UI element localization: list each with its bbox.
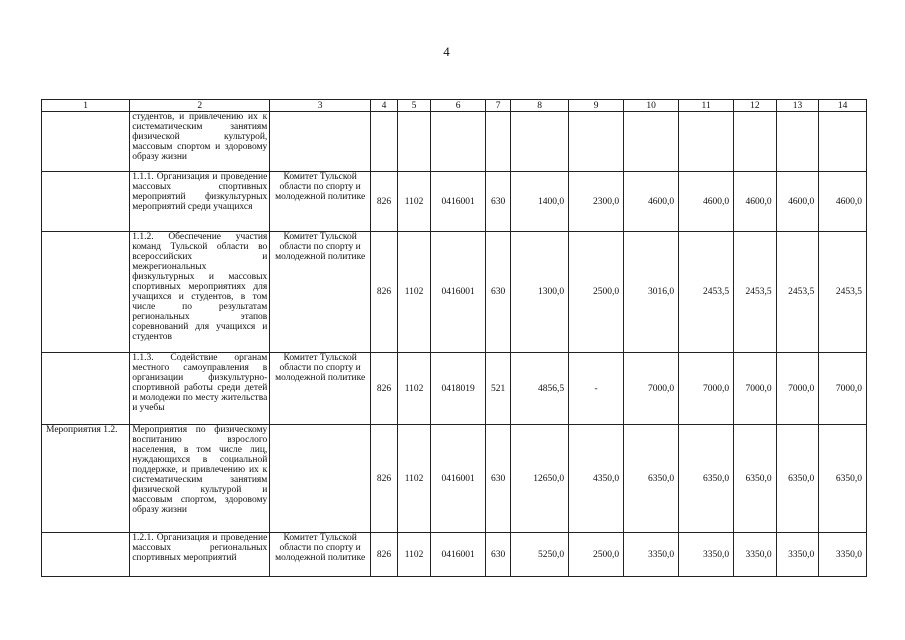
- program-cell: [42, 353, 130, 425]
- value-cell: [370, 112, 397, 172]
- page-number: 4: [443, 44, 450, 59]
- column-header: 11: [679, 100, 734, 112]
- description-cell: студентов, и привлечению их к систематическим занятиям физической культурой, массовым спортом и здоровому образу жизни: [130, 112, 270, 172]
- description-cell: Мероприятия по физическому воспитанию взрослого населения, в том числе лиц, нуждающихся в социальной поддержке, и привлечению их к систематическим занятиям физической культурой и массовым спортом, здоровому образу жизни: [130, 425, 270, 533]
- value-cell: 6350,0: [679, 425, 734, 533]
- value-cell: [776, 112, 819, 172]
- value-cell: 4856,5: [511, 353, 569, 425]
- value-cell: 1400,0: [511, 172, 569, 232]
- value-cell: [486, 112, 511, 172]
- value-cell: 826: [370, 172, 397, 232]
- value-cell: 7000,0: [776, 353, 819, 425]
- value-cell: 7000,0: [624, 353, 679, 425]
- table-row: [42, 425, 867, 533]
- value-cell: 630: [486, 425, 511, 533]
- value-cell: 3350,0: [624, 533, 679, 577]
- value-cell: [734, 112, 777, 172]
- executor-cell: Комитет Тульской области по спорту и молодежной политике: [270, 232, 371, 353]
- value-cell: 630: [486, 232, 511, 353]
- value-cell: [569, 112, 624, 172]
- executor-cell: Комитет Тульской области по спорту и молодежной политике: [270, 353, 371, 425]
- executor-cell: [270, 425, 371, 533]
- table-row: [42, 232, 867, 353]
- value-cell: 3350,0: [776, 533, 819, 577]
- value-cell: 3016,0: [624, 232, 679, 353]
- column-header: 7: [486, 100, 511, 112]
- value-cell: 2453,5: [776, 232, 819, 353]
- value-cell: [679, 112, 734, 172]
- description-cell: 1.2.1. Организация и проведение массовых региональных спортивных мероприятий: [130, 533, 270, 577]
- column-header: 5: [397, 100, 430, 112]
- column-header: 3: [270, 100, 371, 112]
- value-cell: 1102: [397, 172, 430, 232]
- value-cell: 7000,0: [819, 353, 867, 425]
- column-header: 6: [431, 100, 486, 112]
- value-cell: 4600,0: [679, 172, 734, 232]
- program-cell: [42, 533, 130, 577]
- column-header: 13: [776, 100, 819, 112]
- value-cell: 0416001: [431, 425, 486, 533]
- value-cell: 826: [370, 425, 397, 533]
- executor-cell: Комитет Тульской области по спорту и молодежной политике: [270, 172, 371, 232]
- value-cell: 12650,0: [511, 425, 569, 533]
- executor-cell: [270, 112, 371, 172]
- value-cell: [397, 112, 430, 172]
- program-cell: [42, 172, 130, 232]
- value-cell: 2500,0: [569, 232, 624, 353]
- column-header: 2: [130, 100, 270, 112]
- value-cell: 6350,0: [776, 425, 819, 533]
- value-cell: 826: [370, 353, 397, 425]
- column-header: 12: [734, 100, 777, 112]
- value-cell: 3350,0: [819, 533, 867, 577]
- value-cell: 3350,0: [679, 533, 734, 577]
- value-cell: [624, 112, 679, 172]
- value-cell: 5250,0: [511, 533, 569, 577]
- table-row: [42, 172, 867, 232]
- value-cell: 4600,0: [776, 172, 819, 232]
- value-cell: 1300,0: [511, 232, 569, 353]
- value-cell: 2300,0: [569, 172, 624, 232]
- program-cell: [42, 232, 130, 353]
- description-cell: 1.1.2. Обеспечение участия команд Тульской области во всероссийских и межрегиональных физкультурных и массовых спортивных мероприятиях для учащихся и студентов, в том числе по результатам региональных этапов соревнований для учащихся и студентов: [130, 232, 270, 353]
- value-cell: 1102: [397, 425, 430, 533]
- column-header: 10: [624, 100, 679, 112]
- value-cell: 7000,0: [679, 353, 734, 425]
- program-cell: Мероприятия 1.2.: [42, 425, 130, 533]
- value-cell: 4350,0: [569, 425, 624, 533]
- value-cell: 630: [486, 533, 511, 577]
- value-cell: 6350,0: [819, 425, 867, 533]
- table-row: [42, 353, 867, 425]
- value-cell: 630: [486, 172, 511, 232]
- value-cell: 826: [370, 232, 397, 353]
- column-header: 14: [819, 100, 867, 112]
- value-cell: [819, 112, 867, 172]
- value-cell: 2453,5: [679, 232, 734, 353]
- executor-cell: Комитет Тульской области по спорту и молодежной политике: [270, 533, 371, 577]
- value-cell: 6350,0: [734, 425, 777, 533]
- value-cell: 4600,0: [624, 172, 679, 232]
- value-cell: 2453,5: [734, 232, 777, 353]
- value-cell: 6350,0: [624, 425, 679, 533]
- value-cell: 826: [370, 533, 397, 577]
- value-cell: 4600,0: [734, 172, 777, 232]
- value-cell: 4600,0: [819, 172, 867, 232]
- value-cell: 1102: [397, 232, 430, 353]
- value-cell: 2453,5: [819, 232, 867, 353]
- table-row: [42, 112, 867, 172]
- value-cell: 0416001: [431, 172, 486, 232]
- column-header: 1: [42, 100, 130, 112]
- value-cell: 2500,0: [569, 533, 624, 577]
- table-row: [42, 533, 867, 577]
- header-row: [42, 100, 867, 112]
- value-cell: -: [569, 353, 624, 425]
- value-cell: 3350,0: [734, 533, 777, 577]
- budget-table: [41, 99, 867, 577]
- column-header: 9: [569, 100, 624, 112]
- value-cell: [511, 112, 569, 172]
- description-cell: 1.1.3. Содействие органам местного самоуправления в организации физкультурно-спортивной работы среди детей и молодежи по месту жительства и учебы: [130, 353, 270, 425]
- value-cell: 0416001: [431, 533, 486, 577]
- value-cell: 7000,0: [734, 353, 777, 425]
- program-cell: [42, 112, 130, 172]
- column-header: 4: [370, 100, 397, 112]
- value-cell: 1102: [397, 353, 430, 425]
- description-cell: 1.1.1. Организация и проведение массовых спортивных мероприятий физкультурных мероприятий среди учащихся: [130, 172, 270, 232]
- value-cell: [431, 112, 486, 172]
- value-cell: 521: [486, 353, 511, 425]
- value-cell: 0418019: [431, 353, 486, 425]
- value-cell: 1102: [397, 533, 430, 577]
- column-header: 8: [511, 100, 569, 112]
- value-cell: 0416001: [431, 232, 486, 353]
